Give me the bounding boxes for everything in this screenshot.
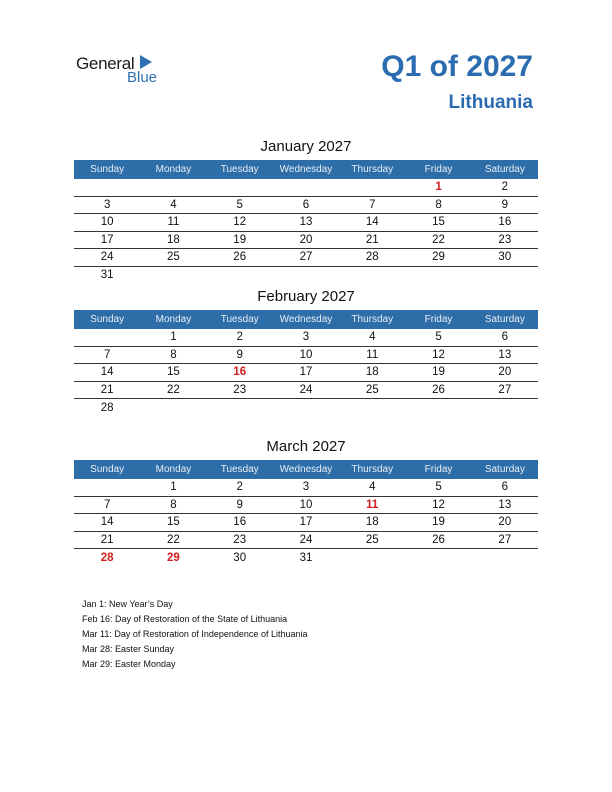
week-row (74, 347, 538, 365)
date-cell: 6 (501, 481, 509, 494)
date-cell: 21 (365, 233, 379, 246)
date-cell: 5 (435, 331, 442, 344)
weekday-header-thursday: Thursday (351, 314, 394, 325)
date-cell: 14 (100, 516, 114, 529)
weekday-header-row (74, 310, 538, 329)
date-cell: 21 (100, 533, 114, 546)
week-row (74, 479, 538, 497)
date-cell: 17 (299, 366, 313, 379)
weekday-header-sunday: Sunday (90, 314, 125, 325)
date-cell: 9 (236, 348, 243, 361)
holiday-note: Feb 16: Day of Restoration of the State of Lithuania (82, 614, 288, 624)
holiday-date-cell: 16 (233, 366, 247, 379)
date-cell: 13 (498, 498, 512, 511)
date-cell: 26 (233, 251, 247, 264)
date-cell: 27 (299, 251, 313, 264)
date-cell: 26 (432, 533, 445, 546)
date-cell: 6 (501, 331, 509, 344)
date-cell: 19 (233, 233, 247, 246)
weekday-header-wednesday: Wednesday (279, 464, 333, 475)
date-cell: 4 (170, 198, 177, 211)
page-title: Q1 of 2027 (381, 50, 533, 83)
holiday-date-cell: 29 (167, 551, 180, 564)
holiday-list (82, 597, 307, 672)
date-cell: 14 (100, 366, 114, 379)
month-title: March 2027 (266, 438, 346, 455)
date-cell: 9 (501, 198, 509, 211)
holiday-date-cell: 11 (366, 498, 379, 511)
weekday-header-saturday: Saturday (484, 164, 525, 175)
month-calendar-february (74, 288, 538, 417)
weekday-header-thursday: Thursday (351, 464, 394, 475)
date-cell: 12 (233, 216, 247, 229)
date-cell: 24 (299, 533, 313, 546)
month-title: January 2027 (260, 138, 352, 155)
week-row (74, 214, 538, 232)
date-cell: 8 (170, 498, 177, 511)
country-name: Lithuania (448, 92, 533, 113)
date-cell: 16 (498, 216, 512, 229)
date-cell: 23 (233, 533, 247, 546)
date-cell: 7 (103, 348, 111, 361)
date-cell: 21 (100, 383, 114, 396)
date-cell: 15 (167, 366, 180, 379)
date-cell: 3 (302, 331, 310, 344)
date-cell: 23 (498, 233, 512, 246)
date-cell: 7 (103, 498, 111, 511)
week-row (74, 532, 538, 550)
date-cell: 2 (236, 481, 243, 494)
date-cell: 12 (432, 498, 445, 511)
week-row (74, 197, 538, 215)
date-cell: 29 (432, 251, 445, 264)
date-cell: 6 (302, 198, 310, 211)
date-cell: 18 (167, 233, 180, 246)
date-cell: 31 (100, 269, 114, 282)
date-cell: 10 (299, 348, 313, 361)
date-cell: 15 (167, 516, 180, 529)
holiday-date-cell: 1 (435, 181, 442, 194)
week-row (74, 329, 538, 347)
date-cell: 28 (365, 251, 379, 264)
weekday-header-monday: Monday (155, 464, 192, 475)
brand-name-blue: Blue (127, 69, 158, 86)
holiday-note: Jan 1: New Year’s Day (82, 599, 173, 609)
weekday-header-sunday: Sunday (90, 164, 125, 175)
holiday-note: Mar 28: Easter Sunday (82, 644, 175, 654)
week-row (74, 549, 538, 567)
month-title: February 2027 (257, 288, 355, 305)
weekday-header-row (74, 460, 538, 479)
weekday-header-wednesday: Wednesday (279, 314, 333, 325)
weekday-header-monday: Monday (155, 314, 192, 325)
date-cell: 25 (365, 533, 379, 546)
date-cell: 20 (498, 516, 512, 529)
holiday-note: Mar 29: Easter Monday (82, 659, 176, 669)
week-row (74, 232, 538, 250)
month-calendar-march (74, 438, 538, 567)
date-cell: 27 (498, 533, 512, 546)
date-cell: 8 (170, 348, 177, 361)
date-cell: 4 (369, 481, 376, 494)
date-cell: 11 (366, 348, 379, 361)
date-cell: 18 (365, 516, 379, 529)
weekday-header-friday: Friday (424, 464, 453, 475)
date-cell: 7 (369, 198, 376, 211)
date-cell: 24 (299, 383, 313, 396)
week-row (74, 267, 538, 285)
date-cell: 31 (299, 551, 313, 564)
week-row (74, 382, 538, 400)
week-row (74, 497, 538, 515)
date-cell: 20 (299, 233, 313, 246)
date-cell: 11 (167, 216, 180, 229)
date-cell: 19 (432, 366, 445, 379)
weekday-header-wednesday: Wednesday (279, 164, 333, 175)
holiday-date-cell: 28 (100, 551, 114, 564)
week-row (74, 514, 538, 532)
weekday-header-friday: Friday (424, 164, 453, 175)
date-cell: 26 (432, 383, 445, 396)
date-cell: 30 (233, 551, 247, 564)
date-cell: 13 (299, 216, 313, 229)
date-cell: 15 (432, 216, 445, 229)
week-row (74, 249, 538, 267)
date-cell: 5 (236, 198, 243, 211)
weekday-header-thursday: Thursday (351, 164, 394, 175)
date-cell: 17 (100, 233, 114, 246)
date-cell: 17 (299, 516, 313, 529)
date-cell: 2 (236, 331, 243, 344)
date-cell: 9 (236, 498, 243, 511)
date-cell: 24 (100, 251, 114, 264)
week-row (74, 179, 538, 197)
date-cell: 1 (170, 481, 177, 494)
date-cell: 30 (498, 251, 512, 264)
logo-flag-icon (140, 55, 152, 69)
date-cell: 14 (365, 216, 379, 229)
date-cell: 25 (167, 251, 180, 264)
date-cell: 1 (170, 331, 177, 344)
date-cell: 16 (233, 516, 247, 529)
date-cell: 8 (435, 198, 442, 211)
date-cell: 2 (501, 181, 509, 194)
month-calendar-january (74, 138, 538, 284)
date-cell: 22 (167, 383, 180, 396)
weekday-header-tuesday: Tuesday (220, 164, 259, 175)
weekday-header-sunday: Sunday (90, 464, 125, 475)
date-cell: 4 (369, 331, 376, 344)
date-cell: 22 (432, 233, 445, 246)
weekday-header-row (74, 160, 538, 179)
weekday-header-saturday: Saturday (484, 314, 525, 325)
date-cell: 22 (167, 533, 180, 546)
date-cell: 3 (302, 481, 310, 494)
date-cell: 3 (103, 198, 111, 211)
weekday-header-tuesday: Tuesday (220, 314, 259, 325)
weekday-header-monday: Monday (155, 164, 192, 175)
date-cell: 10 (299, 498, 313, 511)
weekday-header-saturday: Saturday (484, 464, 525, 475)
date-cell: 12 (432, 348, 445, 361)
date-cell: 19 (432, 516, 445, 529)
holiday-note: Mar 11: Day of Restoration of Independence of Lithuania (82, 629, 308, 639)
date-cell: 10 (100, 216, 114, 229)
date-cell: 20 (498, 366, 512, 379)
brand-logo (76, 54, 176, 88)
date-cell: 27 (498, 383, 512, 396)
week-row (74, 364, 538, 382)
date-cell: 23 (233, 383, 247, 396)
date-cell: 25 (365, 383, 379, 396)
weekday-header-friday: Friday (424, 314, 453, 325)
brand-name-general: General (76, 54, 135, 73)
date-cell: 13 (498, 348, 512, 361)
date-cell: 5 (435, 481, 442, 494)
weekday-header-tuesday: Tuesday (220, 464, 259, 475)
week-row (74, 399, 538, 417)
date-cell: 18 (365, 366, 379, 379)
date-cell: 28 (100, 401, 114, 414)
